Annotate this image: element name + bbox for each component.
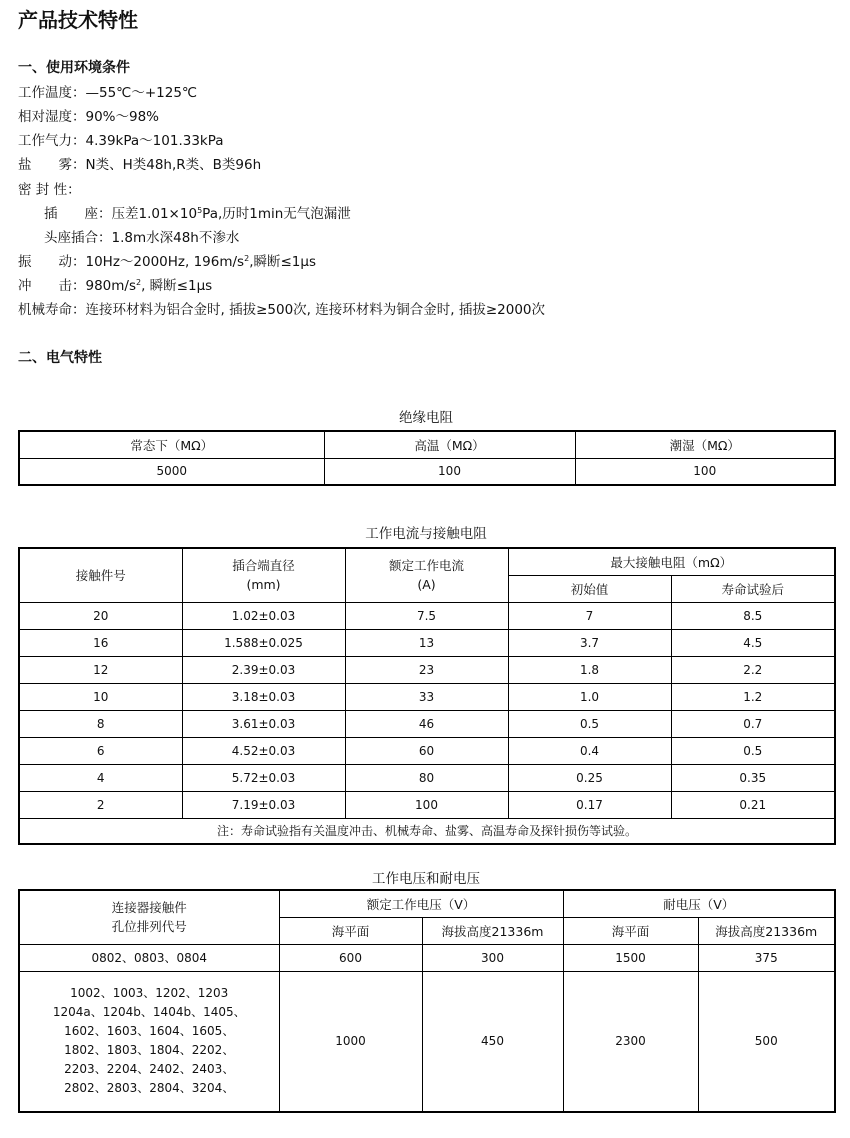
current-cell-contact: 8 bbox=[19, 710, 182, 737]
voltage-header-rated: 额定工作电压（V） bbox=[279, 890, 563, 917]
current-header-max-resistance: 最大接触电阻（mΩ） bbox=[508, 548, 835, 575]
voltage-row-2-rated-altitude: 450 bbox=[422, 971, 563, 1112]
voltage-row-1-withstand-altitude: 375 bbox=[698, 944, 835, 971]
current-cell-rated-current: 33 bbox=[345, 683, 508, 710]
current-cell-initial: 1.0 bbox=[508, 683, 671, 710]
voltage-header-rated-altitude: 海拔高度21336m bbox=[422, 917, 563, 944]
env-section-heading: 一、使用环境条件 bbox=[18, 60, 130, 76]
env-vibration-value-a: 10Hz～2000Hz, 196m/s bbox=[85, 254, 245, 270]
env-salt-fog-label: 盐 雾： bbox=[18, 157, 86, 173]
env-shock-exponent: 2 bbox=[136, 278, 142, 287]
env-shock bbox=[18, 277, 212, 295]
current-cell-rated-current: 23 bbox=[345, 656, 508, 683]
voltage-row-2-withstand-altitude: 500 bbox=[698, 971, 835, 1112]
env-sealing-socket-value-b: Pa,历时1min无气泡漏泄 bbox=[202, 206, 351, 222]
current-header-diameter bbox=[182, 548, 345, 602]
env-sealing-mated-value: 1.8m水深48h不渗水 bbox=[111, 230, 240, 246]
env-pressure-label: 工作气力： bbox=[18, 133, 86, 149]
current-cell-rated-current: 80 bbox=[345, 764, 508, 791]
env-pressure-value: 4.39kPa～101.33kPa bbox=[85, 133, 224, 149]
env-humidity-value: 90%～98% bbox=[85, 109, 160, 125]
current-cell-initial: 1.8 bbox=[508, 656, 671, 683]
env-vibration-label: 振 动： bbox=[18, 254, 86, 270]
current-header-diameter-label: 插合端直径 bbox=[232, 558, 295, 574]
voltage-code-line: 1802、1803、1804、2202、 bbox=[64, 1043, 235, 1058]
insulation-table-caption: 绝缘电阻 bbox=[399, 410, 453, 426]
current-header-rated-current bbox=[345, 548, 508, 602]
current-cell-diameter: 3.61±0.03 bbox=[182, 710, 345, 737]
env-salt-fog-value: N类、H类48h,R类、B类96h bbox=[85, 157, 262, 173]
env-mechanical-life-value: 连接环材料为铝合金时, 插拔≥500次, 连接环材料为铜合金时, 插拔≥2000次 bbox=[85, 302, 545, 318]
current-table-body bbox=[19, 602, 835, 818]
current-table-row bbox=[19, 737, 835, 764]
insulation-value-high-temp: 100 bbox=[324, 458, 575, 485]
current-table-row bbox=[19, 683, 835, 710]
voltage-row-2-rated-sea: 1000 bbox=[279, 971, 422, 1112]
current-header-contact: 接触件号 bbox=[19, 548, 182, 602]
current-cell-rated-current: 13 bbox=[345, 629, 508, 656]
current-cell-diameter: 2.39±0.03 bbox=[182, 656, 345, 683]
current-cell-rated-current: 100 bbox=[345, 791, 508, 818]
current-cell-contact: 4 bbox=[19, 764, 182, 791]
insulation-value-normal: 5000 bbox=[19, 458, 324, 485]
env-sealing-socket-label: 插 座： bbox=[44, 206, 112, 222]
voltage-header-withstand-sea: 海平面 bbox=[563, 917, 698, 944]
current-table-row bbox=[19, 764, 835, 791]
env-sealing-socket-value-a: 压差1.01×10 bbox=[111, 206, 198, 222]
current-cell-diameter: 7.19±0.03 bbox=[182, 791, 345, 818]
current-table bbox=[18, 547, 836, 845]
env-vibration-value-b: ,瞬断≤1μs bbox=[249, 254, 317, 270]
voltage-header-row-1 bbox=[19, 890, 835, 917]
current-header-diameter-unit: (mm) bbox=[246, 577, 281, 593]
env-humidity bbox=[18, 108, 159, 126]
current-cell-contact: 12 bbox=[19, 656, 182, 683]
current-cell-initial: 7 bbox=[508, 602, 671, 629]
env-vibration bbox=[18, 253, 316, 271]
voltage-header-arrangement-line-2: 孔位排列代号 bbox=[111, 919, 187, 935]
voltage-code-line: 1002、1003、1202、1203 bbox=[70, 986, 229, 1001]
insulation-value-row bbox=[19, 458, 835, 485]
current-cell-rated-current: 7.5 bbox=[345, 602, 508, 629]
env-mechanical-life bbox=[18, 301, 545, 319]
current-table-row bbox=[19, 710, 835, 737]
voltage-row-2-withstand-sea: 2300 bbox=[563, 971, 698, 1112]
voltage-code-line: 2802、2803、2804、3204、 bbox=[64, 1081, 235, 1096]
current-cell-after-life: 0.21 bbox=[671, 791, 835, 818]
current-cell-diameter: 1.02±0.03 bbox=[182, 602, 345, 629]
current-cell-after-life: 1.2 bbox=[671, 683, 835, 710]
env-mechanical-life-label: 机械寿命： bbox=[18, 302, 86, 318]
current-cell-after-life: 0.35 bbox=[671, 764, 835, 791]
env-sealing-socket-exponent: 5 bbox=[197, 206, 203, 215]
current-cell-contact: 20 bbox=[19, 602, 182, 629]
env-temperature-label: 工作温度： bbox=[18, 85, 86, 101]
voltage-table bbox=[18, 889, 836, 1113]
current-cell-contact: 2 bbox=[19, 791, 182, 818]
current-cell-initial: 0.5 bbox=[508, 710, 671, 737]
current-cell-initial: 0.25 bbox=[508, 764, 671, 791]
current-cell-after-life: 2.2 bbox=[671, 656, 835, 683]
voltage-header-withstand-altitude: 海拔高度21336m bbox=[698, 917, 835, 944]
voltage-row-1-withstand-sea: 1500 bbox=[563, 944, 698, 971]
voltage-row-1-rated-sea: 600 bbox=[279, 944, 422, 971]
voltage-header-arrangement bbox=[19, 890, 279, 944]
current-cell-diameter: 4.52±0.03 bbox=[182, 737, 345, 764]
current-cell-diameter: 5.72±0.03 bbox=[182, 764, 345, 791]
env-shock-value-b: , 瞬断≤1μs bbox=[141, 278, 213, 294]
env-sealing-mated bbox=[44, 229, 239, 247]
current-header-after-life: 寿命试验后 bbox=[671, 575, 835, 602]
current-cell-initial: 0.4 bbox=[508, 737, 671, 764]
voltage-row-2 bbox=[19, 971, 835, 1112]
current-cell-after-life: 0.7 bbox=[671, 710, 835, 737]
voltage-code-line: 1204a、1204b、1404b、1405、 bbox=[52, 1005, 246, 1020]
env-salt-fog bbox=[18, 156, 261, 174]
current-table-caption: 工作电流与接触电阻 bbox=[365, 526, 487, 542]
page-title: 产品技术特性 bbox=[18, 8, 138, 32]
voltage-code-line: 2203、2204、2402、2403、 bbox=[64, 1062, 235, 1077]
current-note-row bbox=[19, 818, 835, 844]
current-cell-diameter: 3.18±0.03 bbox=[182, 683, 345, 710]
env-shock-value-a: 980m/s bbox=[85, 278, 136, 294]
current-cell-rated-current: 46 bbox=[345, 710, 508, 737]
current-table-row bbox=[19, 791, 835, 818]
elec-section-heading: 二、电气特性 bbox=[18, 350, 102, 366]
current-header-row-1 bbox=[19, 548, 835, 575]
insulation-header-high-temp: 高温（MΩ） bbox=[324, 431, 575, 458]
current-note: 注：寿命试验指有关温度冲击、机械寿命、盐雾、高温寿命及探针损伤等试验。 bbox=[19, 818, 835, 844]
voltage-row-1-rated-altitude: 300 bbox=[422, 944, 563, 971]
insulation-header-normal: 常态下（MΩ） bbox=[19, 431, 324, 458]
current-header-rated-current-unit: (A) bbox=[417, 577, 436, 593]
voltage-header-rated-sea: 海平面 bbox=[279, 917, 422, 944]
current-table-row bbox=[19, 656, 835, 683]
current-cell-after-life: 8.5 bbox=[671, 602, 835, 629]
current-cell-contact: 10 bbox=[19, 683, 182, 710]
voltage-header-withstand: 耐电压（V） bbox=[563, 890, 835, 917]
env-sealing-label: 密 封 性： bbox=[18, 182, 81, 198]
current-cell-after-life: 4.5 bbox=[671, 629, 835, 656]
env-sealing-mated-label: 头座插合： bbox=[44, 230, 112, 246]
current-cell-after-life: 0.5 bbox=[671, 737, 835, 764]
current-cell-diameter: 1.588±0.025 bbox=[182, 629, 345, 656]
voltage-row-1-codes: 0802、0803、0804 bbox=[19, 944, 279, 971]
current-cell-initial: 3.7 bbox=[508, 629, 671, 656]
current-cell-rated-current: 60 bbox=[345, 737, 508, 764]
current-header-initial: 初始值 bbox=[508, 575, 671, 602]
insulation-value-humid: 100 bbox=[575, 458, 835, 485]
current-table-row bbox=[19, 602, 835, 629]
voltage-code-line: 1602、1603、1604、1605、 bbox=[64, 1024, 235, 1039]
env-pressure bbox=[18, 132, 224, 150]
current-cell-contact: 16 bbox=[19, 629, 182, 656]
current-table-row bbox=[19, 629, 835, 656]
insulation-header-humid: 潮湿（MΩ） bbox=[575, 431, 835, 458]
voltage-row-1 bbox=[19, 944, 835, 971]
env-temperature bbox=[18, 84, 197, 102]
env-sealing-socket bbox=[44, 205, 351, 223]
insulation-header-row bbox=[19, 431, 835, 458]
current-cell-initial: 0.17 bbox=[508, 791, 671, 818]
env-humidity-label: 相对湿度： bbox=[18, 109, 86, 125]
current-header-rated-current-label: 额定工作电流 bbox=[388, 558, 464, 574]
voltage-table-caption: 工作电压和耐电压 bbox=[372, 871, 480, 887]
env-sealing bbox=[18, 181, 81, 199]
insulation-table bbox=[18, 430, 836, 486]
voltage-header-arrangement-line-1: 连接器接触件 bbox=[111, 900, 187, 916]
env-vibration-exponent: 2 bbox=[244, 254, 250, 263]
env-temperature-value: —55℃～+125℃ bbox=[85, 85, 198, 101]
current-cell-contact: 6 bbox=[19, 737, 182, 764]
voltage-row-2-codes bbox=[19, 971, 279, 1112]
env-shock-label: 冲 击： bbox=[18, 278, 86, 294]
